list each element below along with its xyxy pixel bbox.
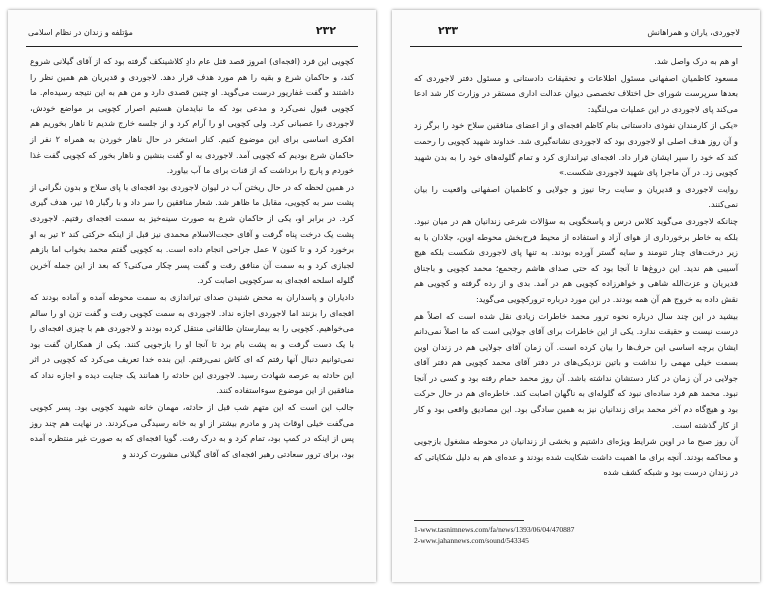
paragraph: «یکی از کارمندان نفوذی دادستانی بنام کاظم افجه‌ای و از اعضای منافقین سلاح خود را برگر زد و آن روز هدف اصلی او لاجوردی بود که لاجوردی نشانه‌گیری شد. خداوند شهید کچویی را رحمت کند که خود را سپر ایشان قرار داد. افجه‌ای تیراندازی کرد و تمام گلوله‌های خود را به بدن شهید کچویی زد. در آن ماجرا پای شهید لاجوردی شکست.»: [414, 120, 738, 178]
left-page-header: [26, 24, 358, 47]
footnote: 1-www.tasnimnews.com/fa/news/1393/06/04/470887: [414, 525, 575, 534]
paragraph: جالب این است که این متهم شب قبل از حادثه، مهمان خانه شهید کچویی بود. پسر کچویی می‌گفت خیلی اوقات پدر و مادرم بیشتر از او به خانه رسیدگی می‌کردند. در نهایت هم چند روز پس از اینکه در کمپ بود، تمام کرد و به درک رفت. گویا افجه‌ای که به صورت غیر منتظره آمده بود، برای ترور سعادتی رهبر افجه‌ای که آقای گیلانی مشورت کردند و: [30, 402, 354, 459]
running-title: لاجوردی، یاران و همراهانش: [647, 28, 740, 37]
paragraph: بیشید در این چند سال درباره نحوه ترور محمد خاطرات زیادی نقل شده است که اصلاً هم درست نیست و حقیقت ندارد. یکی از این خاطرات برای آقای جولایی است که ما اصلاً نمی‌دانم ایشان برچه اساسی این حرف‌ها را بیان کرده است. آن زمان آقای جولایی هم در زندان اوین بسمت خیلی مهمی را نداشت و باتین نزدیکی‌های در دفتر آقای محمد کچویی هم دفتر آقای جولایی در آن زمان در کنار دستشان نداشته باشد. آن روز محمد حمام رفته بود و کسی در آنجا نبود. محمد هم فرد ساده‌ای نبود که گلوله‌ای به ناگهان اصابت کند. خاطره‌ای هم در حال حرکت بود و هیچ‌گاه دم آخر محمد برای زندانیان نیز به همین سادگی بود. این مصادیق واقعی بود و کار از کار گذشته است.: [414, 310, 738, 430]
page-number: ۲۳۲: [315, 24, 336, 37]
right-page: [392, 10, 760, 582]
paragraph: آن روز صبح ما در اوین شرایط ویژه‌ای داشتیم و بخشی از زندانیان در محوطه مشغول بازجویی و محاکمه بودند. آنچه برای ما اهمیت داشت شکایت شده بودند و عده‌ای هم به دلیل شکایاتی که در زندان درست بود و شبکه کشف شده: [414, 436, 738, 478]
right-page-header: [410, 24, 742, 47]
left-page-body: [30, 54, 354, 463]
left-page: [8, 10, 376, 582]
paragraph: او هم به درک واصل شد.: [654, 56, 738, 66]
footnote-divider: [414, 520, 524, 521]
footnotes: [414, 520, 738, 546]
paragraph: چنانکه لاجوردی می‌گوید کلاس درس و پاسخگویی به سؤالات شرعی زندانیان هم در میان نبود. بلکه به خاطر برخورداری از هوای آزاد و استفاده از محیط فرح‌بخش محوطه اوین، جلادان با به زیر درخت‌های چنار تنومند و سایه گستر آورده بودند. به تنها پای لاجوردی شکست بلکه هیچ آسیبی هم ندید. این دروغ‌ها تا آنجا بود که حتی صدای هاشم رجحمع؛ محمد کچویی و باجناق قدیریان و عزت‌الله شاهی و خواهرزاده کچویی هم در آمد. بدی و از رده گرفته و کچویی هم نقش داده به خروج هم آن همه بودند. در این مورد درباره ترورکچویی می‌گوید:: [414, 215, 738, 304]
paragraph: مسعود کاظمیان اصفهانی مسئول اطلاعات و تحقیقات دادستانی و مسئول دفتر لاجوردی که بعدها سرپرست شورای حل اختلاف تخصصی دیوان عدالت اداری مستقر در وزارت کار شد ادعا می‌کند پای لاجوردی در این عملیات می‌لنگید:: [414, 72, 738, 114]
running-title: مؤتلفه و زندان در نظام اسلامی: [28, 28, 133, 37]
paragraph: در همین لحظه که در حال ریختن آب در لیوان لاجوردی بود افجه‌ای با پای سلاح و بدون نگرانی از پشت سر به کچویی، مقابل ما ظاهر شد. شعار منافقین را سر داد و با رگبار ۱۵ تیر، هدف گیری کرد. در برابر او، یکی از حاکمان شرع به صورت سینه‌خیز به سمت افجه‌ای رفتیم. لاجوردی پشت یک درخت پناه گرفت و آقای حجت‌الاسلام محمدی نیز قبل از اینکه حرکتی کند ۲ تیر به او برخورد کرد و تا کنون ۷ عمل جراحی انجام داده است. به کچویی گفتم محمد بخواب اما بازهم لجبازی کرد و به سمت آن منافق رفت و گفت پسر چکار می‌کنی؟ که بعد از این جمله آخرین گلوله اسلحه افجه‌ای به سرکچویی اصابت کرد.: [30, 181, 354, 286]
paragraph: کچویی این فرد (افجه‌ای) امروز قصد قتل عام دادِ کلاشینکف گرفته بود که از آقای گیلانی شروع کند، و حاکمان شرع و بقیه را هم مورد هدف قرار دهد. لاجوردی و قدیریان هم همین نظر را داشتند و گفت غفاریور درست می‌گوید. او چنین قصدی دارد و من هم به این نتیجه رسیده‌ام. ما کچویی قبول نمی‌کرد و مدعی بود که ما نبایدمان هستیم اصرار کچویی بر مواضع خودش، لاجوردی را عصبانی کرد. ولی کچویی او را آرام کرد و از جلسه خارج شدیم تا ناهار بخوریم هم افکری اساسی برای این موضوع کنیم. کنار استخر در حال ناهار خوردن به همراه ۲ نفر از حاکمان شرع بودیم که کچویی آمد. لاجوردی به او گفت بنشین و ناهار بخور که کچویی گفت غذا خوردم و پارچ را برداشت که از قنات برای ما آب بیاورد.: [30, 56, 354, 176]
right-page-body: [414, 54, 738, 482]
paragraph: دادیاران و پاسداران به محض شنیدن صدای تیراندازی به سمت محوطه آمده و آماده بودند که افجه‌ای را بزنند اما لاجوردی اجازه نداد. لاجوردی به سمت کچویی رفت و گفت تزن او را سالم می‌خواهیم. کچویی را به بیمارستان طالقانی منتقل کرده بودند و لاجوردی هم با چیزی افجه‌ای را با یک دست گرفت و به پشت بام برد تا آنجا او را بازجویی کنند. یکی از همکاران گفت بود نمی‌توانیم دنبال آنها رفتم که ای کاش نمی‌رفتم. این بنده خدا تعریف می‌کرد که کچویی در اثر این حادثه به عرصه شهادت رسید. لاجوردی این حادثه را همانند یک جنایت دیده و اجازه نداد که منافقین از این موضوع سوءاستفاده کنند.: [30, 291, 354, 396]
paragraph: روایت لاجوردی و قدیریان و سایت رجا نیوز و جولایی و کاظمیان اصفهانی واقعیت را بیان نمی‌کنند.: [414, 183, 738, 210]
footnote: 2-www.jahannews.com/sound/543345: [414, 536, 529, 545]
page-number: ۲۳۳: [438, 24, 459, 37]
